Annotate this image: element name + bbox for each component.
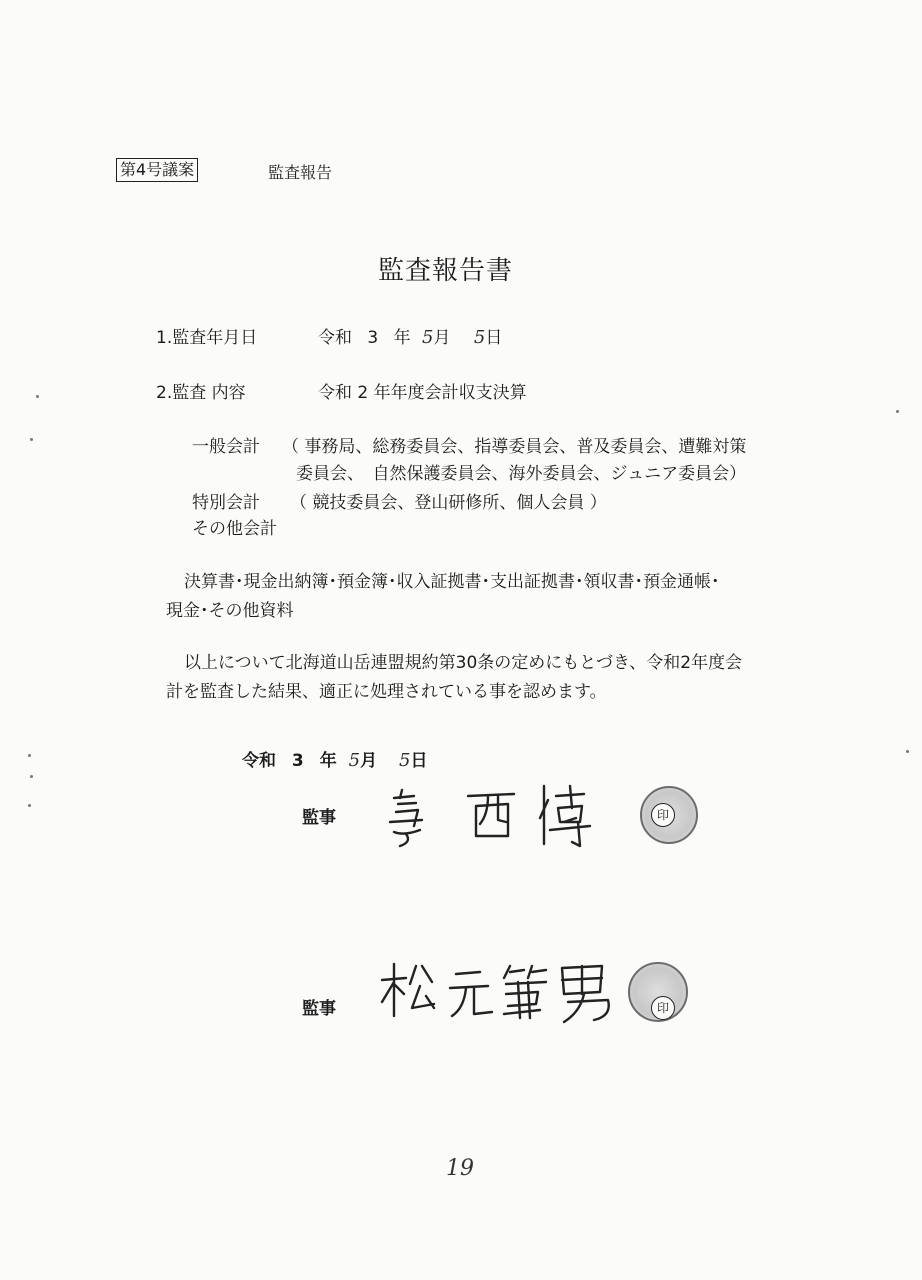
scan-speck <box>36 395 39 398</box>
special-account-items: （ 競技委員会、登山研修所、個人会員 ） <box>290 493 607 513</box>
auditor-2-label: 監事 <box>302 999 336 1019</box>
other-account-label: その他会計 <box>192 519 277 539</box>
documents-line2: 現金･その他資料 <box>166 601 294 621</box>
general-account-label: 一般会計 <box>192 437 260 457</box>
scan-speck <box>896 410 899 413</box>
signing-date-month-unit: 月 <box>360 751 378 771</box>
conclusion-line2: 計を監査した結果、適正に処理されている事を認めます。 <box>166 682 607 702</box>
auditor-2-seal-mark: 印 <box>651 996 675 1020</box>
auditor-1-seal-mark: 印 <box>651 803 675 827</box>
signing-date-day: 5 <box>398 750 411 771</box>
signing-date-year: 3 <box>291 751 304 771</box>
audit-date-month-unit: 月 <box>433 328 451 348</box>
audit-content-value: 令和 2 年年度会計収支決算 <box>318 383 527 403</box>
audit-date-day-unit: 日 <box>485 328 503 348</box>
auditor-1-signature <box>380 778 630 850</box>
documents-line1: 決算書･現金出納簿･預金簿･収入証拠書･支出証拠書･領収書･預金通帳･ <box>184 572 720 592</box>
special-account-label: 特別会計 <box>192 493 260 513</box>
audit-date-year: 3 <box>367 328 379 348</box>
scan-speck <box>30 438 33 441</box>
audit-date-month: 5 <box>422 327 434 348</box>
conclusion-line1: 以上について北海道山岳連盟規約第30条の定めにもとづき、令和2年度会 <box>184 653 743 673</box>
scan-speck <box>906 750 909 753</box>
document-title: 監査報告書 <box>378 256 514 286</box>
proposal-subject: 監査報告 <box>268 163 333 182</box>
audit-date-label: 1.監査年月日 <box>156 328 258 348</box>
signing-date-era: 令和 <box>242 751 276 771</box>
signing-date-month: 5 <box>348 750 361 771</box>
proposal-number-box: 第4号議案 <box>116 158 198 182</box>
page-number: 19 <box>446 1156 474 1181</box>
scan-speck <box>28 804 31 807</box>
signing-date <box>242 746 427 771</box>
signing-date-year-unit: 年 <box>319 751 337 771</box>
scan-speck <box>30 775 33 778</box>
auditor-2-signature <box>376 958 630 1026</box>
audit-content-label: 2.監査 内容 <box>156 383 246 403</box>
audit-date-era: 令和 <box>318 328 352 348</box>
general-account-items-line2: 委員会、 自然保護委員会、海外委員会、ジュニア委員会） <box>296 464 747 484</box>
scan-speck <box>28 754 31 757</box>
signing-date-day-unit: 日 <box>410 751 428 771</box>
audit-date-day: 5 <box>473 327 486 348</box>
audit-date-value <box>318 323 502 348</box>
auditor-1-label: 監事 <box>302 808 336 828</box>
audit-date-year-unit: 年 <box>393 328 411 348</box>
general-account-items-line1: （ 事務局、総務委員会、指導委員会、普及委員会、遭難対策 <box>282 437 747 457</box>
